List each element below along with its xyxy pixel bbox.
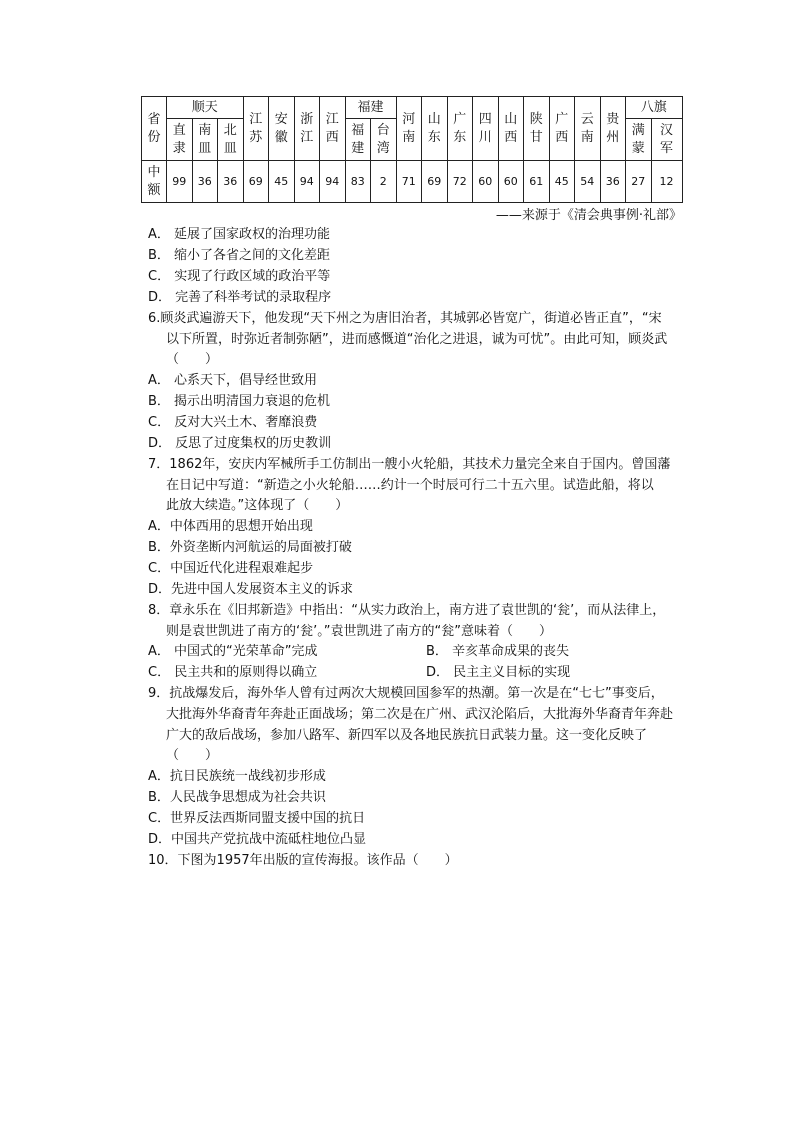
header-zhejiang: 浙江: [294, 97, 320, 161]
value-cell: 45: [549, 161, 575, 203]
q8-option-b[interactable]: B． 辛亥革命成果的丧失: [426, 644, 570, 659]
value-cell: 27: [626, 161, 652, 203]
header-henan: 河南: [396, 97, 422, 161]
q6-stem-line-2: 以下所置，时弥近者制弥陋”，进而感慨道“治化之进退，诚为可忧”。由此可知，顾炎武: [166, 332, 668, 347]
value-cell: 36: [600, 161, 626, 203]
header-yunnan: 云南: [575, 97, 601, 161]
q9-stem-line-3: 广大的敌后战场，参加八路军、新四军以及各地民族抗日武装力量。这一变化反映了: [166, 728, 648, 743]
value-cell: 2: [371, 161, 397, 203]
q5-option-b[interactable]: B． 缩小了各省之间的文化差距: [148, 248, 331, 263]
value-cell: 69: [243, 161, 269, 203]
value-cell: 94: [320, 161, 346, 203]
q8-stem-line-1: 8．章永乐在《旧邦新造》中指出：“从实力政治上，南方进了袁世凯的‘瓮’，而从法律上，: [148, 603, 666, 618]
value-cell: 60: [473, 161, 499, 203]
q9-option-b[interactable]: B．人民战争思想成为社会共识: [148, 790, 326, 805]
q8-option-c[interactable]: C． 民主共和的原则得以确立: [148, 665, 318, 680]
q7-option-b[interactable]: B．外资垄断内河航运的局面被打破: [148, 540, 352, 555]
q7-option-a[interactable]: A．中体西用的思想开始出现: [148, 519, 313, 534]
value-cell: 69: [422, 161, 448, 203]
q8-option-a[interactable]: A． 中国式的“光荣革命”完成: [148, 644, 318, 659]
header-shuntian: 顺天: [167, 97, 244, 119]
header-guangxi: 广西: [549, 97, 575, 161]
header-shanxi: 山西: [498, 97, 524, 161]
header-baqi: 八旗: [626, 97, 683, 119]
q8-option-d[interactable]: D． 民主主义目标的实现: [426, 665, 571, 680]
q7-option-c[interactable]: C．中国近代化进程艰难起步: [148, 561, 314, 576]
header-jiangxi: 江西: [320, 97, 346, 161]
q5-option-d[interactable]: D． 完善了科举考试的录取程序: [148, 290, 332, 305]
header-anhui: 安徽: [269, 97, 295, 161]
value-cell: 83: [345, 161, 371, 203]
q7-stem-line-2: 在日记中写道：“新造之小火轮船……约计一个时辰可行二十五六里。试造此船，将以: [166, 478, 654, 493]
value-cell: 60: [498, 161, 524, 203]
q7-option-d[interactable]: D．先进中国人发展资本主义的诉求: [148, 582, 354, 597]
header-shangan: 陕甘: [524, 97, 550, 161]
q10-stem-line-1: 10．下图为1957年出版的宣传海报。该作品（ ）: [148, 853, 458, 868]
value-cell: 36: [192, 161, 218, 203]
value-cell: 94: [294, 161, 320, 203]
quota-row: [142, 161, 683, 203]
header-province: 省份: [142, 97, 167, 161]
header-guizhou: 贵州: [600, 97, 626, 161]
q8-stem-line-2: 则是袁世凯进了南方的‘瓮’。”袁世凯进了南方的“瓮”意味着（ ）: [166, 624, 552, 639]
header-fujian: 福建: [345, 97, 396, 119]
q9-option-d[interactable]: D．中国共产党抗战中流砥柱地位凸显: [148, 832, 367, 847]
header-manmeng: 满蒙: [626, 119, 652, 161]
quota-table: [141, 96, 683, 203]
value-cell: 12: [651, 161, 682, 203]
value-cell: 71: [396, 161, 422, 203]
header-sichuan: 四川: [473, 97, 499, 161]
value-cell: 45: [269, 161, 295, 203]
q5-option-c[interactable]: C． 实现了行政区域的政治平等: [148, 269, 331, 284]
value-cell: 36: [218, 161, 244, 203]
q6-option-a[interactable]: A． 心系天下，倡导经世致用: [148, 373, 318, 388]
q7-stem-line-3: 此放大续造。”这体现了（ ）: [166, 498, 349, 513]
value-cell: 72: [447, 161, 473, 203]
value-cell: 61: [524, 161, 550, 203]
header-shandong: 山东: [422, 97, 448, 161]
header-nanmin: 南皿: [192, 119, 218, 161]
q6-option-c[interactable]: C． 反对大兴土木、奢靡浪费: [148, 415, 318, 430]
header-jiangsu: 江苏: [243, 97, 269, 161]
q7-stem-line-1: 7．1862年，安庆内军械所手工仿制出一艘小火轮船，其技术力量完全来自于国内。曾国藩: [148, 457, 671, 472]
header-zhili: 直隶: [167, 119, 193, 161]
q6-stem-line-1: 6.顾炎武遍游天下，他发现“天下州之为唐旧治者，其城郭必皆宽广，街道必皆正直”，“宋: [148, 311, 662, 326]
q6-option-b[interactable]: B． 揭示出明清国力衰退的危机: [148, 394, 331, 409]
row-label: 中额: [142, 161, 167, 203]
header-guangdong: 广东: [447, 97, 473, 161]
header-taiwan: 台湾: [371, 119, 397, 161]
q9-stem-line-2: 大批海外华裔青年奔赴正面战场；第二次是在广州、武汉沦陷后，大批海外华裔青年奔赴: [166, 707, 674, 722]
value-cell: 54: [575, 161, 601, 203]
table-source: ——来源于《清会典事例·礼部》: [495, 208, 682, 223]
q9-stem-line-1: 9．抗战爆发后，海外华人曾有过两次大规模回国参军的热潮。第一次是在“七七”事变后，: [148, 686, 664, 701]
q5-option-a[interactable]: A． 延展了国家政权的治理功能: [148, 227, 331, 242]
value-cell: 99: [167, 161, 193, 203]
q9-option-c[interactable]: C．世界反法西斯同盟支援中国的抗日: [148, 811, 366, 826]
header-fujian-sub: 福建: [345, 119, 371, 161]
header-beimin: 北皿: [218, 119, 244, 161]
q9-answer-blank: （ ）: [166, 748, 219, 763]
header-hanjun: 汉军: [651, 119, 682, 161]
q9-option-a[interactable]: A．抗日民族统一战线初步形成: [148, 769, 326, 784]
q6-option-d[interactable]: D． 反思了过度集权的历史教训: [148, 436, 332, 451]
q6-answer-blank: （ ）: [166, 352, 219, 367]
